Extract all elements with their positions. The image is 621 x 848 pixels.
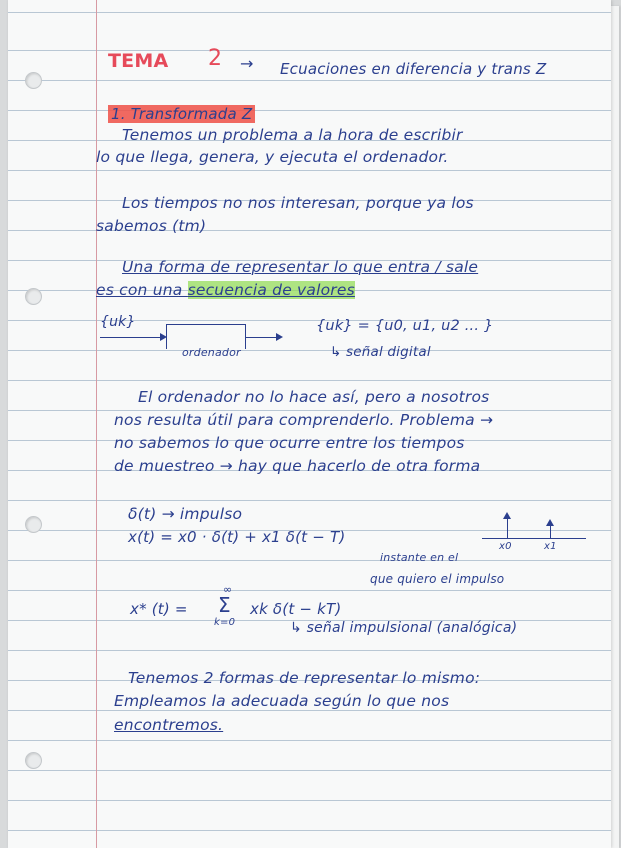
paragraph-4-line-1: El ordenador no lo hace así, pero a nosotros — [138, 388, 490, 406]
paragraph-2-line-2: sabemos (tm) — [96, 217, 207, 235]
arrow-up-icon — [546, 519, 554, 526]
paragraph-2-line-1: Los tiempos no nos interesan, porque ya los — [122, 194, 474, 212]
paragraph-5-line-2: Empleamos la adecuada según lo que nos — [114, 692, 450, 710]
impulse-definition: δ(t) → impulso — [128, 505, 243, 523]
paragraph-1-line-1: Tenemos un problema a la hora de escribir — [122, 126, 463, 144]
diagram-box-label: ordenador — [182, 346, 241, 359]
arrow-right-icon — [276, 333, 283, 341]
paragraph-4-line-3: no sabemos lo que ocurre entre los tiempos — [114, 434, 465, 452]
impulse-axis-label-1: x1 — [544, 541, 557, 552]
title-arrow: → — [240, 54, 254, 73]
binder-hole-icon — [25, 72, 42, 89]
paragraph-3-line-2: es con una secuencia de valores — [96, 281, 355, 299]
diagram-input-line — [100, 337, 162, 338]
impulse-axis — [482, 538, 586, 539]
diagram-output-note: ↳ señal digital — [330, 344, 431, 360]
binder-hole-icon — [25, 752, 42, 769]
title-tema: TEMA — [108, 50, 169, 72]
sum-lower-limit: k=0 — [214, 617, 236, 628]
impulse-note-line-1: instante en el — [380, 551, 459, 564]
sum-rhs: xk δ(t − kT) — [250, 600, 342, 618]
title-subtitle: Ecuaciones en diferencia y trans Z — [280, 60, 547, 78]
paragraph-4-line-4: de muestreo → hay que hacerlo de otra forma — [114, 457, 481, 475]
section-heading: 1. Transformada Z — [108, 105, 255, 123]
paragraph-5-line-1: Tenemos 2 formas de representar lo mismo: — [128, 669, 481, 687]
margin-line — [96, 0, 97, 848]
diagram-input-label: {uk} — [100, 314, 136, 330]
paragraph-3-line-1: Una forma de representar lo que entra / sale — [122, 258, 479, 276]
sum-upper-limit: ∞ — [223, 583, 233, 596]
diagram-output-line — [246, 337, 278, 338]
paragraph-1-line-2: lo que llega, genera, y ejecuta el ordenador. — [96, 148, 449, 166]
arrow-up-icon — [503, 512, 511, 519]
impulse-equation: x(t) = x0 · δ(t) + x1 δ(t − T) — [128, 528, 346, 546]
sum-lhs: x* (t) = — [130, 600, 188, 618]
title-number: 2 — [208, 46, 223, 71]
binder-hole-icon — [25, 516, 42, 533]
impulse-note-line-2: que quiero el impulso — [370, 572, 505, 586]
binder-hole-icon — [25, 288, 42, 305]
paragraph-4-line-2: nos resulta útil para comprenderlo. Problema → — [114, 411, 494, 429]
impulse-arrow-1 — [550, 524, 551, 538]
sum-note: ↳ señal impulsional (analógica) — [290, 620, 518, 636]
impulse-axis-label-0: x0 — [499, 541, 512, 552]
paragraph-5-line-3: encontremos. — [114, 716, 224, 734]
diagram-output-equation: {uk} = {u0, u1, u2 ... } — [316, 318, 494, 334]
sum-sigma: Σ — [218, 593, 231, 617]
impulse-arrow-0 — [507, 516, 508, 538]
